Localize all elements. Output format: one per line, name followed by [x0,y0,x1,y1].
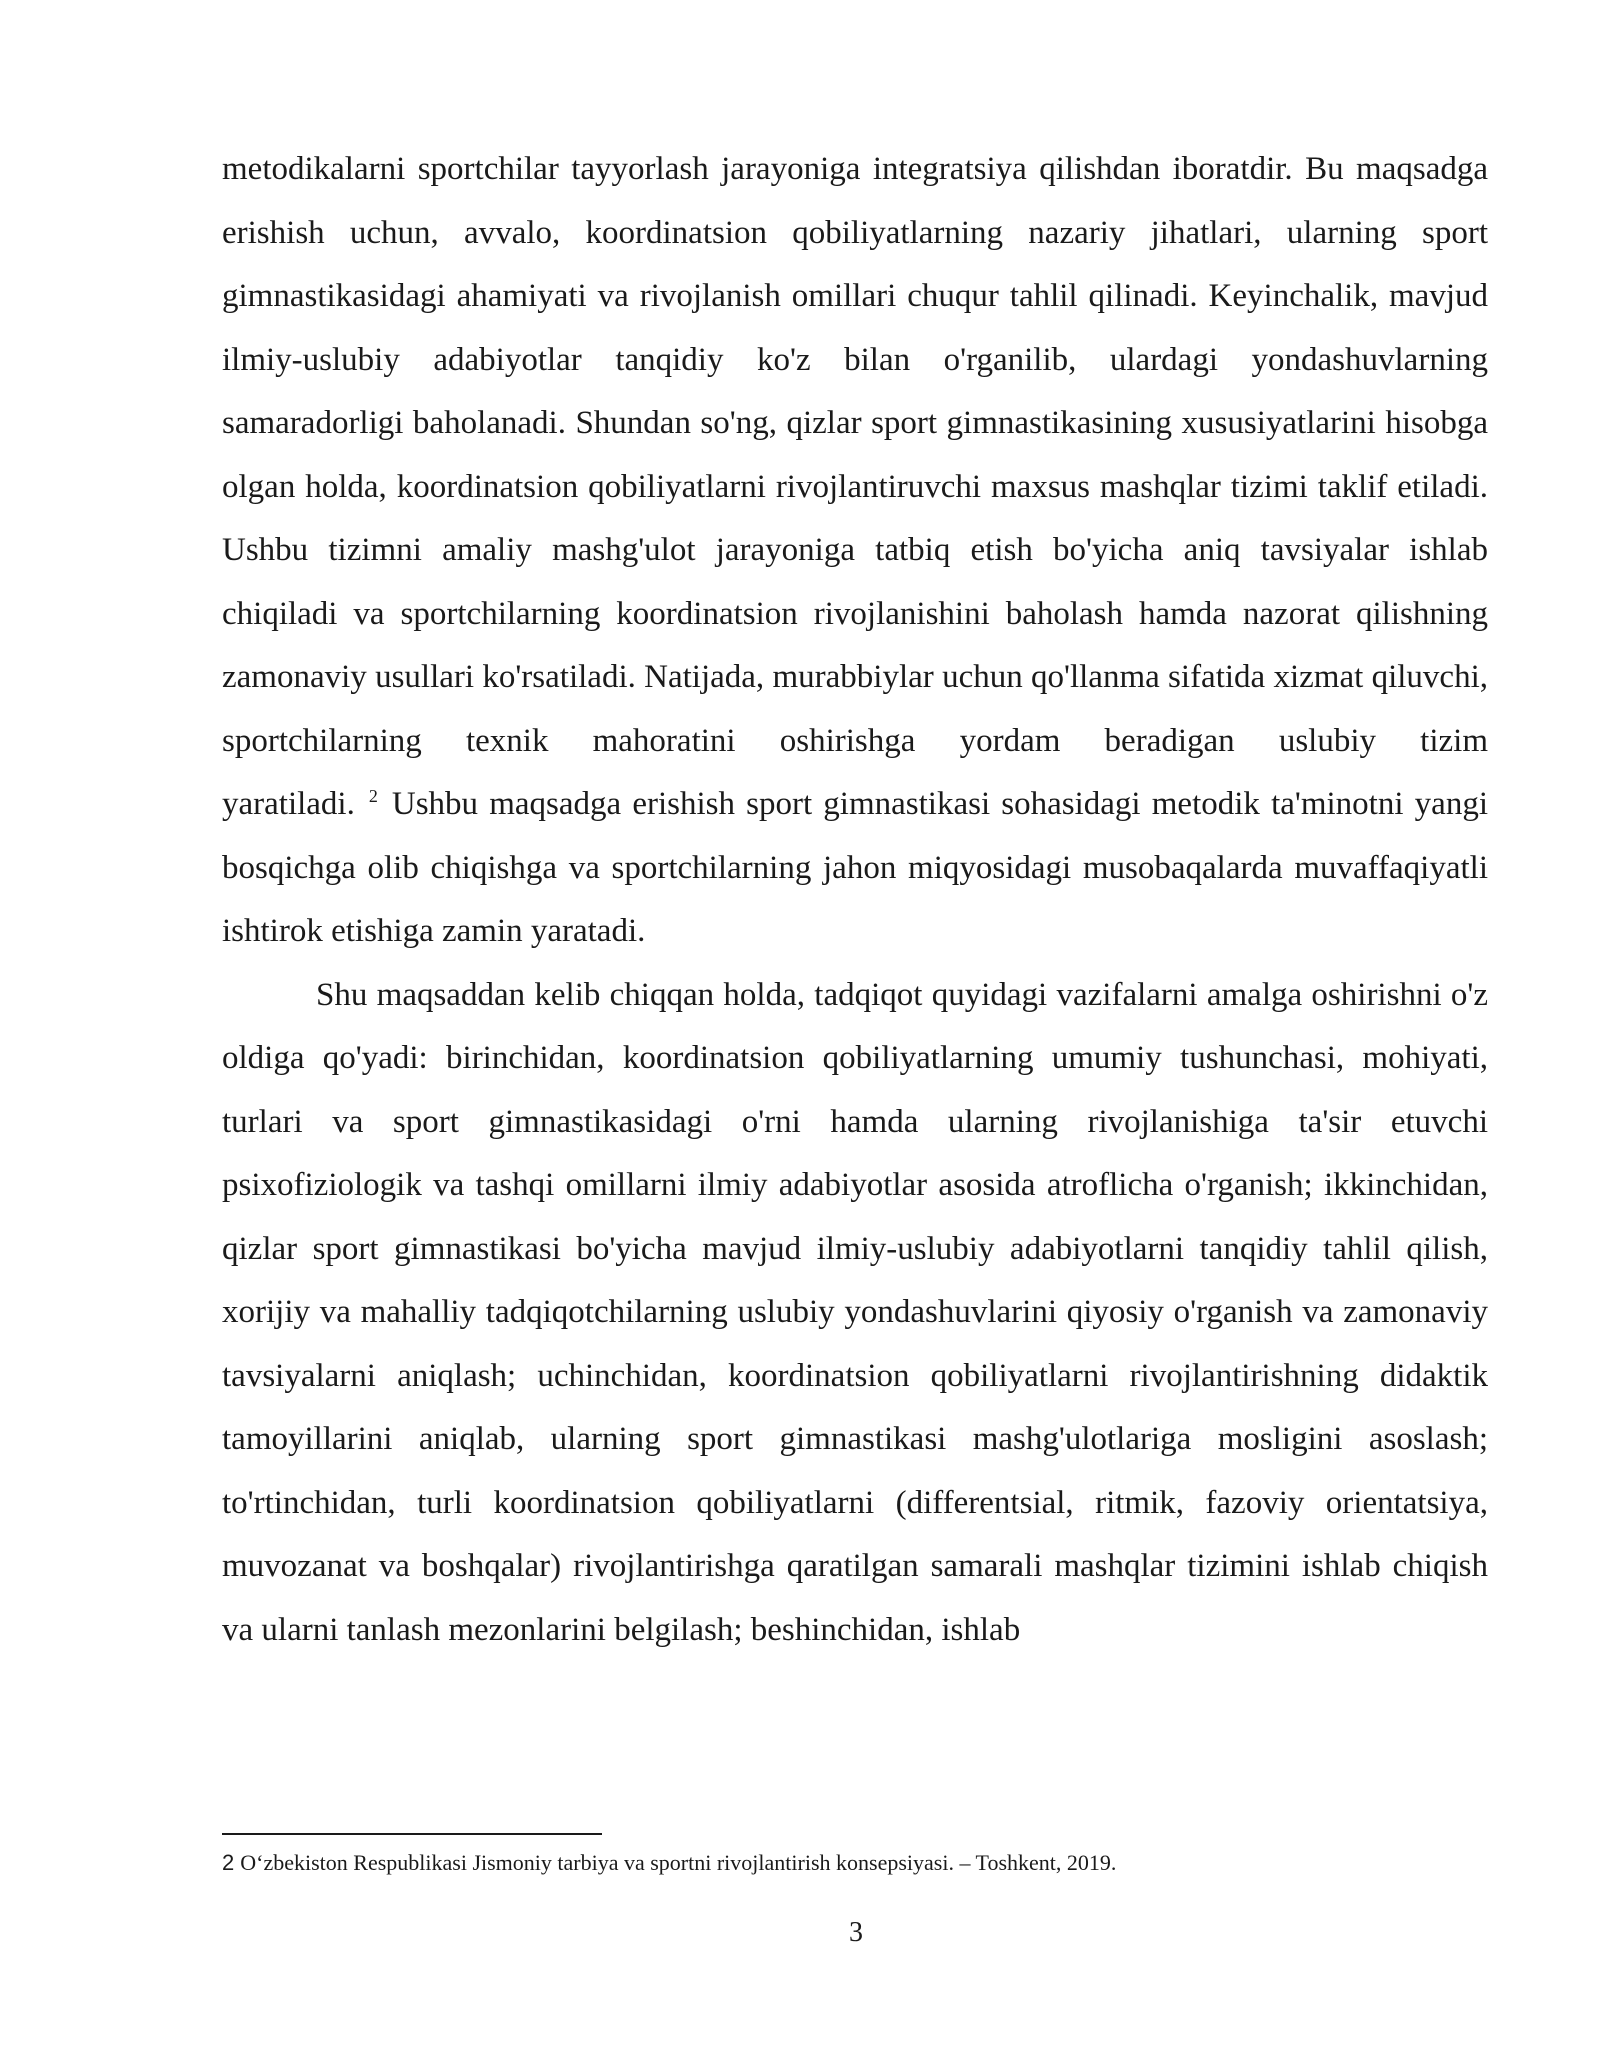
footnote-separator [222,1833,602,1835]
paragraph-2: Shu maqsaddan kelib chiqqan holda, tadqiqot quyidagi vazifalarni amalga oshirishni o'z oldiga qo'yadi: birinchidan, koordinatsion qobiliyatlarning umumiy tushunchasi, mohiyati, turlari va sport gimnastikasidagi o'rni hamda ularning rivojlanishiga ta'sir etuvchi psixofiziologik va tashqi omillarni ilmiy adabiyotlar asosida atroflicha o'rganish; ikkinchidan, qizlar sport gimnastikasi bo'yicha mavjud ilmiy-uslubiy adabiyotlarni tanqidiy tahlil qilish, xorijiy va mahalliy tadqiqotchilarning uslubiy yondashuvlarini qiyosiy o'rganish va zamonaviy tavsiyalarni aniqlash; uchinchidan, koordinatsion qobiliyatlarni rivojlantirishning didaktik tamoyillarini aniqlab, ularning sport gimnastikasi mashg'ulotlariga mosligini asoslash; to'rtinchidan, turli koordinatsion qobiliyatlarni (differentsial, ritmik, fazoviy orientatsiya, muvozanat va boshqalar) rivojlantirishga qaratilgan samarali mashqlar tizimini ishlab chiqish va ularni tanlash mezonlarini belgilash; beshinchidan, ishlab [222,976,1488,1648]
main-text [222,138,1488,1662]
footnote-text: O‘zbekiston Respublikasi Jismoniy tarbiya va sportni rivojlantirish konsepsiyasi. – Toshkent, 2019. [240,1850,1117,1875]
page-number: 3 [849,1917,863,1948]
paragraph-1-text: metodikalarni sportchilar tayyorlash jarayoniga integratsiya qilishdan iboratdir. Bu maqsadga erishish uchun, avvalo, koordinatsion qobiliyatlarning nazariy jihatlari, ularning sport gimnastikasidagi ahamiyati va rivojlanish omillari chuqur tahlil qilinadi. Keyinchalik, mavjud ilmiy-uslubiy adabiyotlar tanqidiy ko'z bilan o'rganilib, ulardagi yondashuvlarning samaradorligi baholanadi. Shundan so'ng, qizlar sport gimnastikasining xususiyatlarini hisobga olgan holda, koordinatsion qobiliyatlarni rivojlantiruvchi maxsus mashqlar tizimi taklif etiladi. Ushbu tizimni amaliy mashg'ulot jarayoniga tatbiq etish bo'yicha aniq tavsiyalar ishlab chiqiladi va sportchilarning koordinatsion rivojlanishini baholash hamda nazorat qilishning zamonaviy usullari ko'rsatiladi. Natijada, murabbiylar uchun qo'llanma sifatida xizmat qiluvchi, sportchilarning texnik mahoratini oshirishga yordam beradigan uslubiy tizim yaratiladi. [222,151,1488,822]
footnote-reference[interactable]: 2 [368,786,378,806]
paragraph-1-continuation: Ushbu maqsadga erishish sport gimnastikasi sohasidagi metodik ta'minotni yangi bosqichga olib chiqishga va sportchilarning jahon miqyosidagi musobaqalarda muvaffaqiyatli ishtirok etishiga zamin yaratadi. [222,786,1488,949]
footnote [222,1848,1488,1878]
paragraph-1 [222,138,1488,964]
footnote-number: 2 [222,1850,235,1875]
